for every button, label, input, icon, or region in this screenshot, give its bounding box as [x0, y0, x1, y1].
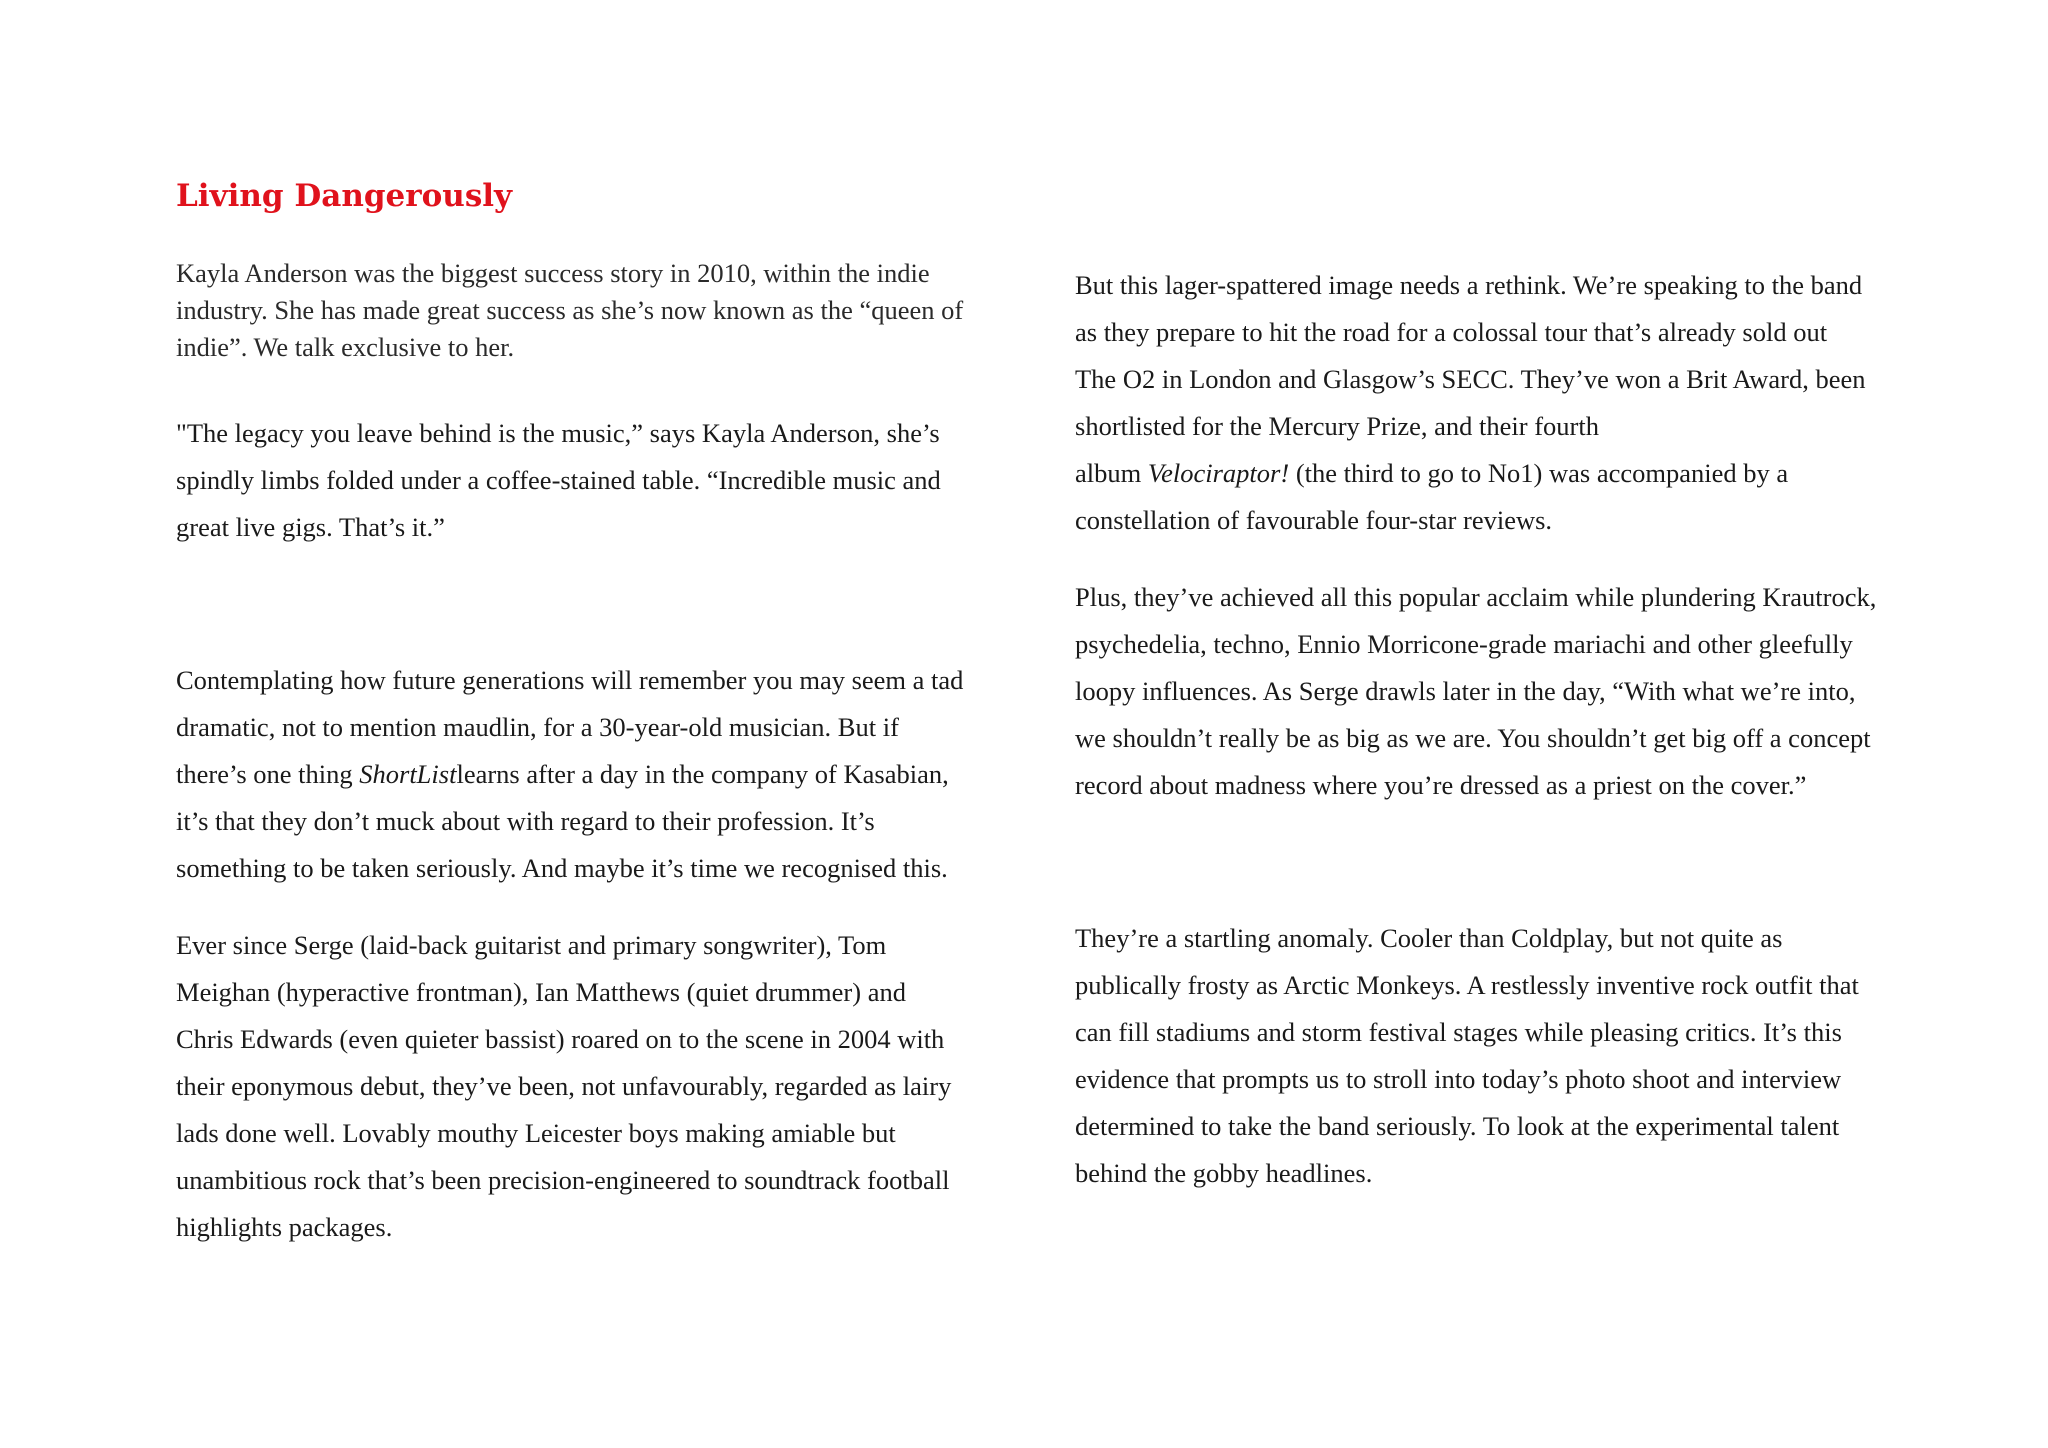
text-line: it’s that they don’t muck about with regard to their profession. It’s — [176, 806, 875, 836]
text-line: "The legacy you leave behind is the music,” says Kayla Anderson, she’s — [176, 418, 940, 448]
publication-name: ShortList — [359, 759, 457, 789]
text-line: dramatic, not to mention maudlin, for a 30-year-old musician. But if — [176, 712, 899, 742]
text-line: as they prepare to hit the road for a colossal tour that’s already sold out — [1075, 317, 1828, 347]
text-line: can fill stadiums and storm festival stages while pleasing critics. It’s this — [1075, 1017, 1842, 1047]
body-paragraph-1 — [176, 657, 963, 892]
text-line: industry. She has made great success as she’s now known as the “queen of — [176, 295, 964, 325]
article-title: Living Dangerously — [176, 178, 513, 214]
text-line — [176, 751, 963, 798]
text-line: unambitious rock that’s been precision-engineered to soundtrack football — [176, 1165, 950, 1195]
text-line: But this lager-spattered image needs a rethink. We’re speaking to the band — [1075, 270, 1863, 300]
right-paragraph-1 — [1075, 262, 1865, 544]
text-line: indie”. We talk exclusive to her. — [176, 332, 515, 362]
text-line: their eponymous debut, they’ve been, not unfavourably, regarded as lairy — [176, 1071, 952, 1101]
text-line: Meighan (hyperactive frontman), Ian Matthews (quiet drummer) and — [176, 977, 906, 1007]
body-paragraph-2 — [176, 922, 951, 1251]
text-line: constellation of favourable four-star reviews. — [1075, 505, 1553, 535]
text-line: psychedelia, techno, Ennio Morricone-grade mariachi and other gleefully — [1075, 629, 1853, 659]
text-line: Kayla Anderson was the biggest success story in 2010, within the indie — [176, 258, 930, 288]
right-paragraph-3 — [1075, 915, 1859, 1197]
text-line: Contemplating how future generations will remember you may seem a tad — [176, 665, 964, 695]
right-paragraph-2 — [1075, 574, 1876, 809]
text-line: determined to take the band seriously. To look at the experimental talent — [1075, 1111, 1840, 1141]
text-line: behind the gobby headlines. — [1075, 1158, 1373, 1188]
text-line: spindly limbs folded under a coffee-stained table. “Incredible music and — [176, 465, 941, 495]
album-title: Velociraptor! — [1147, 458, 1290, 488]
intro-paragraph — [176, 255, 963, 366]
text-line: publically frosty as Arctic Monkeys. A restlessly inventive rock outfit that — [1075, 970, 1859, 1000]
text-segment: there’s one thing — [176, 759, 360, 789]
text-segment: (the third to go to No1) was accompanied by a — [1289, 458, 1789, 488]
text-line: Chris Edwards (even quieter bassist) roared on to the scene in 2004 with — [176, 1024, 945, 1054]
text-line: we shouldn’t really be as big as we are. You shouldn’t get big off a concept — [1075, 723, 1871, 753]
text-line: record about madness where you’re dressed as a priest on the cover.” — [1075, 770, 1807, 800]
text-line: great live gigs. That’s it.” — [176, 512, 445, 542]
text-line: loopy influences. As Serge drawls later in the day, “With what we’re into, — [1075, 676, 1856, 706]
text-line: highlights packages. — [176, 1212, 393, 1242]
quote-paragraph — [176, 410, 941, 551]
text-line: They’re a startling anomaly. Cooler than Coldplay, but not quite as — [1075, 923, 1783, 953]
text-line: Ever since Serge (laid-back guitarist and primary songwriter), Tom — [176, 930, 887, 960]
text-line — [1075, 450, 1865, 497]
text-line: evidence that prompts us to stroll into today’s photo shoot and interview — [1075, 1064, 1842, 1094]
text-segment: learns after a day in the company of Kasabian, — [456, 759, 949, 789]
text-segment: album — [1075, 458, 1148, 488]
text-line: Plus, they’ve achieved all this popular acclaim while plundering Krautrock, — [1075, 582, 1877, 612]
text-line: shortlisted for the Mercury Prize, and their fourth — [1075, 411, 1599, 441]
text-line: The O2 in London and Glasgow’s SECC. They’ve won a Brit Award, been — [1075, 364, 1866, 394]
text-line: something to be taken seriously. And maybe it’s time we recognised this. — [176, 853, 948, 883]
text-line: lads done well. Lovably mouthy Leicester boys making amiable but — [176, 1118, 896, 1148]
